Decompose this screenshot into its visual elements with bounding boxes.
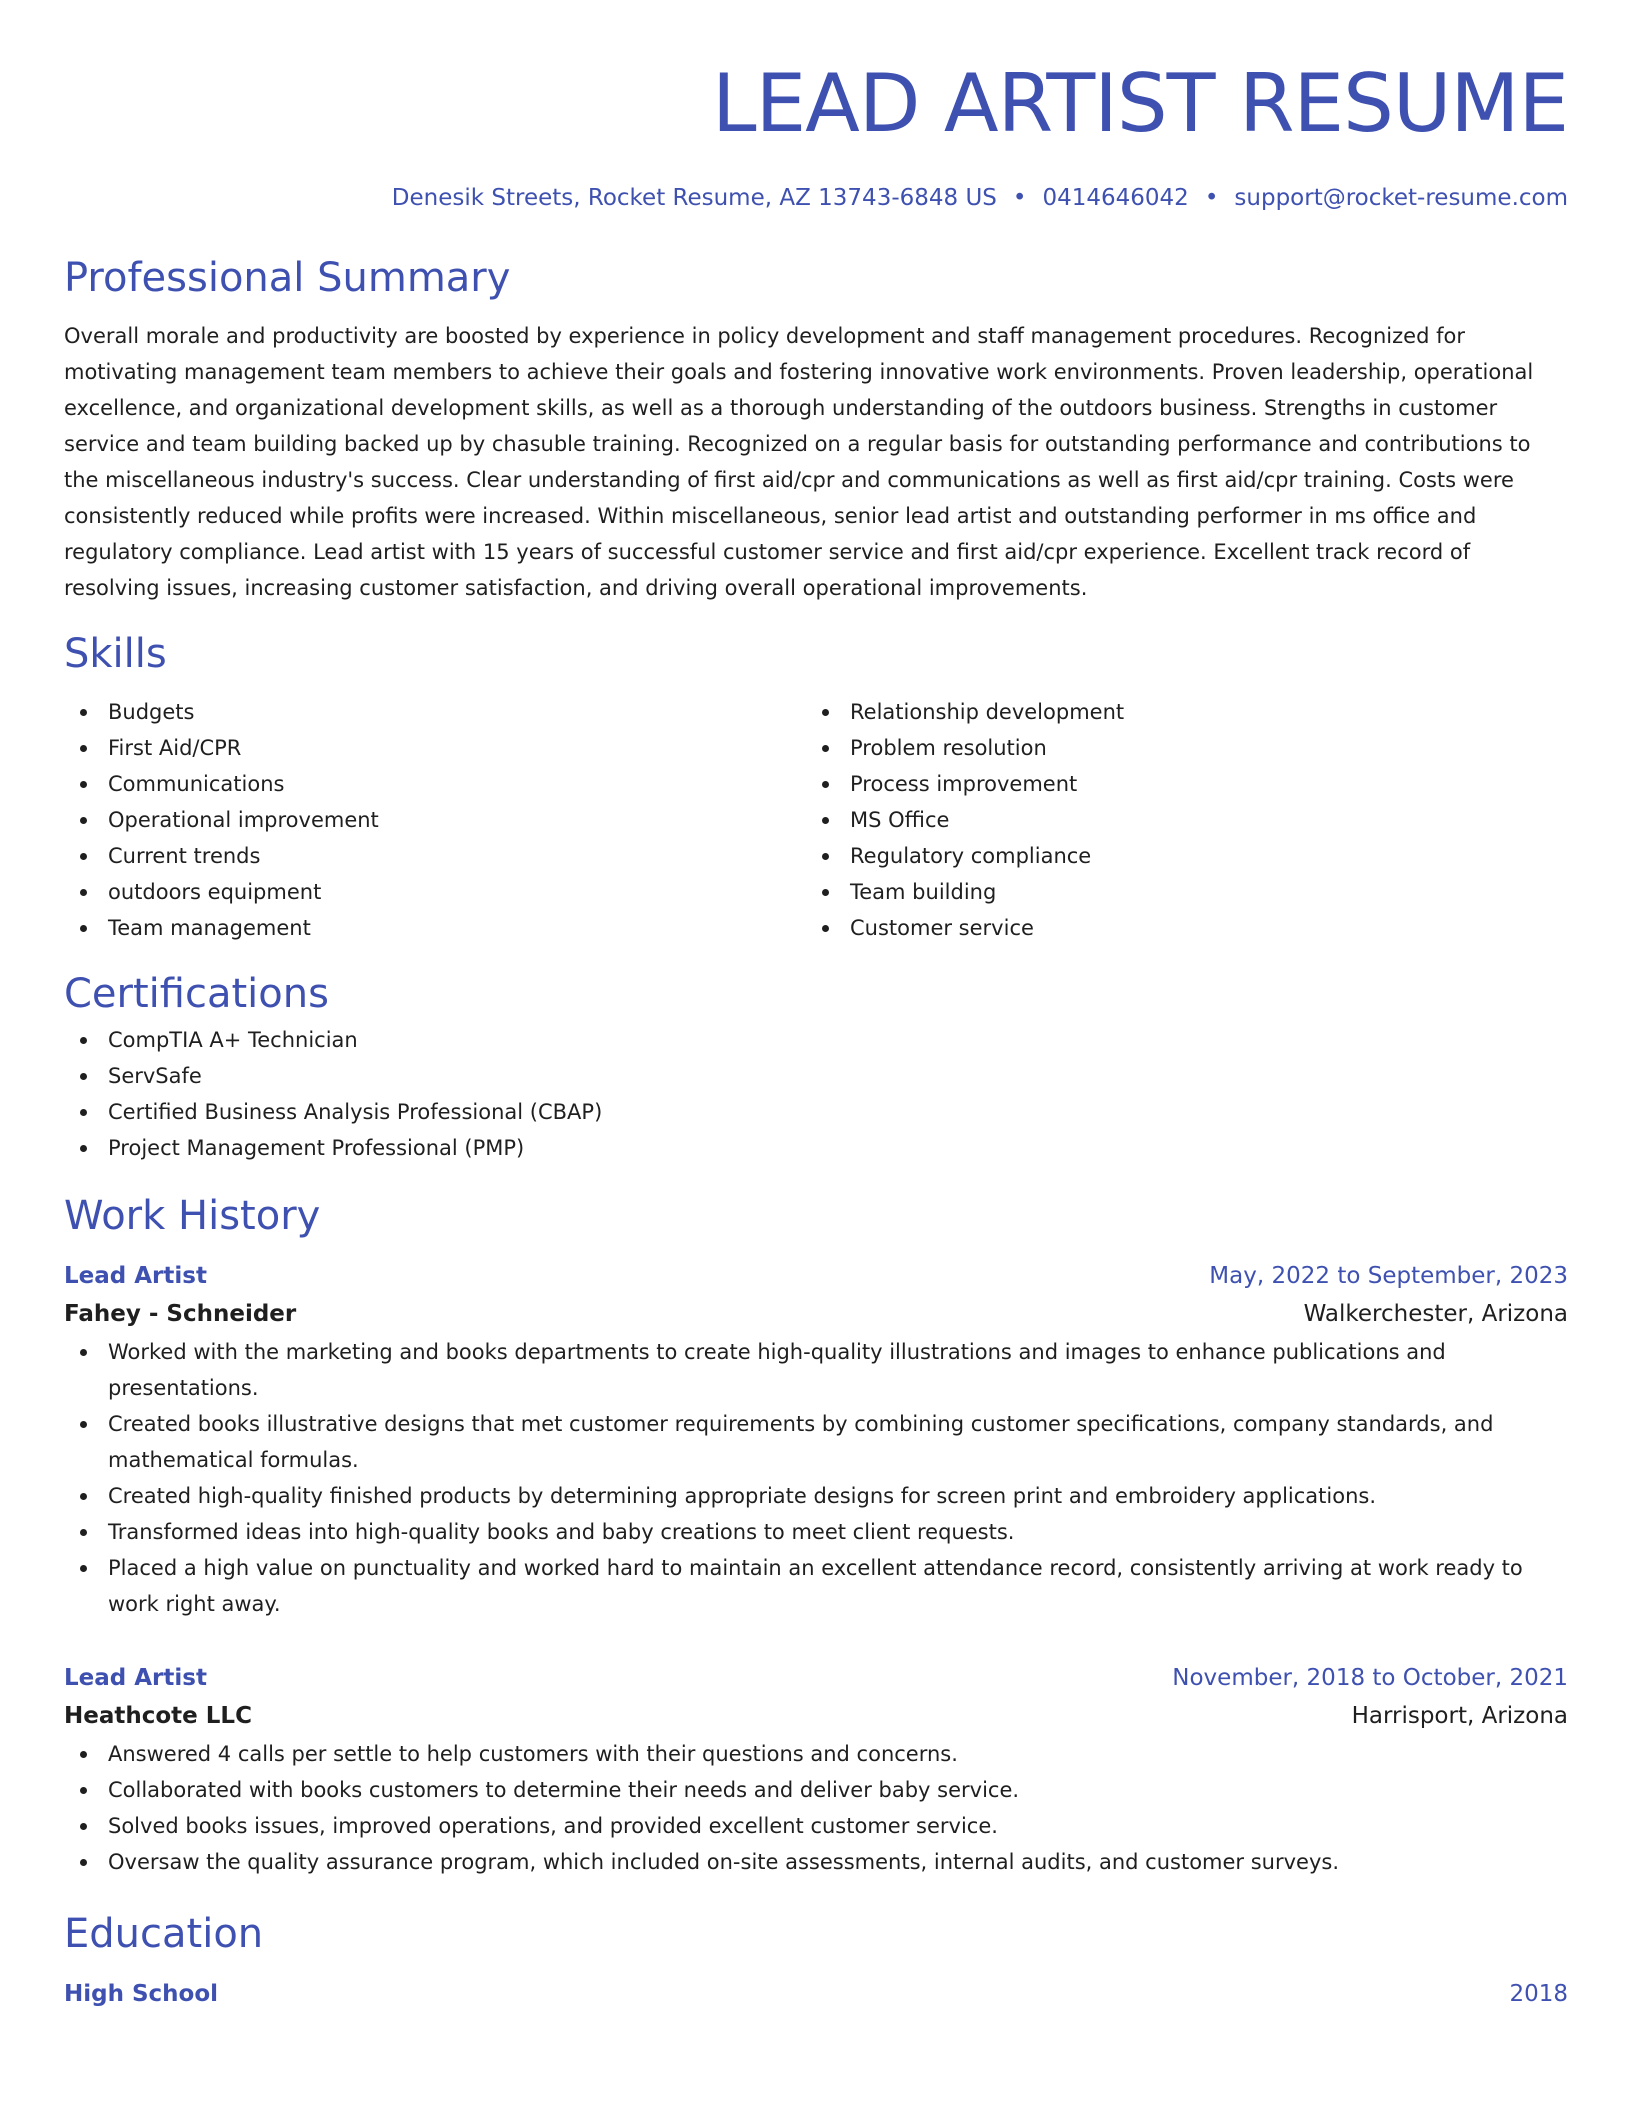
contact-separator: • [1012, 185, 1027, 211]
skill-item: Process improvement [806, 766, 1548, 802]
job-bullet: Oversaw the quality assurance program, which included on-site assessments, internal audits, and customer surveys. [64, 1844, 1568, 1880]
contact-line [64, 182, 1568, 214]
contact-email: support@rocket-resume.com [1234, 185, 1568, 211]
job-bullet: Worked with the marketing and books departments to create high-quality illustrations and images to enhance publications and presentations. [64, 1334, 1568, 1406]
skill-item: Regulatory compliance [806, 838, 1548, 874]
certification-item: Project Management Professional (PMP) [64, 1130, 1568, 1166]
summary-text: Overall morale and productivity are boosted by experience in policy development and staff management procedures. Recognized for motivating management team members to achieve their goals and fostering innovative work environments. Proven leadership, operational excellence, and organizational development skills, as well as a thorough understanding of the outdoors business. Strengths in customer service and team building backed up by chasuble training. Recognized on a regular basis for outstanding performance and contributions to the miscellaneous industry's success. Clear understanding of first aid/cpr and communications as well as first aid/cpr training. Costs were consistently reduced while profits were increased. Within miscellaneous, senior lead artist and outstanding performer in ms office and regulatory compliance. Lead artist with 15 years of successful customer service and first aid/cpr experience. Excellent track record of resolving issues, increasing customer satisfaction, and driving overall operational improvements. [64, 324, 1534, 600]
skill-item: Team building [806, 874, 1548, 910]
job-title: Lead Artist [64, 1665, 207, 1691]
job-bullet: Answered 4 calls per settle to help customers with their questions and concerns. [64, 1736, 1568, 1772]
education-entry [64, 1976, 1568, 2012]
education-year: 2018 [1509, 1981, 1568, 2007]
skill-item: Operational improvement [64, 802, 806, 838]
skills-column-left [64, 694, 806, 946]
contact-separator: • [1204, 185, 1219, 211]
skills-list-left [64, 694, 806, 946]
certification-item: ServSafe [64, 1058, 1568, 1094]
job-bullet: Placed a high value on punctuality and worked hard to maintain an excellent attendance record, consistently arriving at work ready to work right away. [64, 1550, 1568, 1622]
job-dates: May, 2022 to September, 2023 [1209, 1263, 1568, 1289]
skill-item: outdoors equipment [64, 874, 806, 910]
summary-heading: Professional Summary [64, 255, 511, 301]
skill-item: MS Office [806, 802, 1548, 838]
certifications-heading: Certifications [64, 971, 329, 1017]
skills-grid [64, 694, 1568, 946]
job-header-row [64, 1660, 1568, 1696]
resume-title: LEAD ARTIST RESUME [712, 57, 1568, 150]
skill-item: Relationship development [806, 694, 1548, 730]
certifications-list [64, 1022, 1568, 1166]
job-bullet: Transformed ideas into high-quality books and baby creations to meet client requests. [64, 1514, 1568, 1550]
job-company-row [64, 1696, 1568, 1736]
job-bullet: Collaborated with books customers to determine their needs and deliver baby service. [64, 1772, 1568, 1808]
job-entry [64, 1660, 1568, 1880]
contact-phone: 0414646042 [1042, 185, 1189, 211]
job-dates: November, 2018 to October, 2021 [1172, 1665, 1568, 1691]
skills-heading: Skills [64, 631, 167, 677]
job-bullet: Created high-quality finished products by determining appropriate designs for screen print and embroidery applications. [64, 1478, 1568, 1514]
skill-item: First Aid/CPR [64, 730, 806, 766]
job-bullets [64, 1334, 1568, 1622]
education-heading: Education [64, 1911, 264, 1957]
job-bullet: Solved books issues, improved operations, and provided excellent customer service. [64, 1808, 1568, 1844]
skill-item: Customer service [806, 910, 1548, 946]
job-location: Harrisport, Arizona [1351, 1703, 1568, 1729]
job-company: Fahey - Schneider [64, 1301, 297, 1327]
job-company: Heathcote LLC [64, 1703, 252, 1729]
job-bullet: Created books illustrative designs that met customer requirements by combining customer specifications, company standards, and mathematical formulas. [64, 1406, 1568, 1478]
skills-list-right [806, 694, 1548, 946]
education-degree: High School [64, 1981, 219, 2007]
skill-item: Budgets [64, 694, 806, 730]
job-location: Walkerchester, Arizona [1303, 1301, 1568, 1327]
skill-item: Problem resolution [806, 730, 1548, 766]
job-header-row [64, 1258, 1568, 1294]
job-entry [64, 1258, 1568, 1622]
contact-address: Denesik Streets, Rocket Resume, AZ 13743-6848 US [391, 185, 997, 211]
skill-item: Team management [64, 910, 806, 946]
skill-item: Communications [64, 766, 806, 802]
skill-item: Current trends [64, 838, 806, 874]
job-bullets [64, 1736, 1568, 1880]
work-history-heading: Work History [64, 1193, 321, 1239]
job-title: Lead Artist [64, 1263, 207, 1289]
certification-item: Certified Business Analysis Professional (CBAP) [64, 1094, 1568, 1130]
job-company-row [64, 1294, 1568, 1334]
skills-column-right [806, 694, 1548, 946]
certification-item: CompTIA A+ Technician [64, 1022, 1568, 1058]
